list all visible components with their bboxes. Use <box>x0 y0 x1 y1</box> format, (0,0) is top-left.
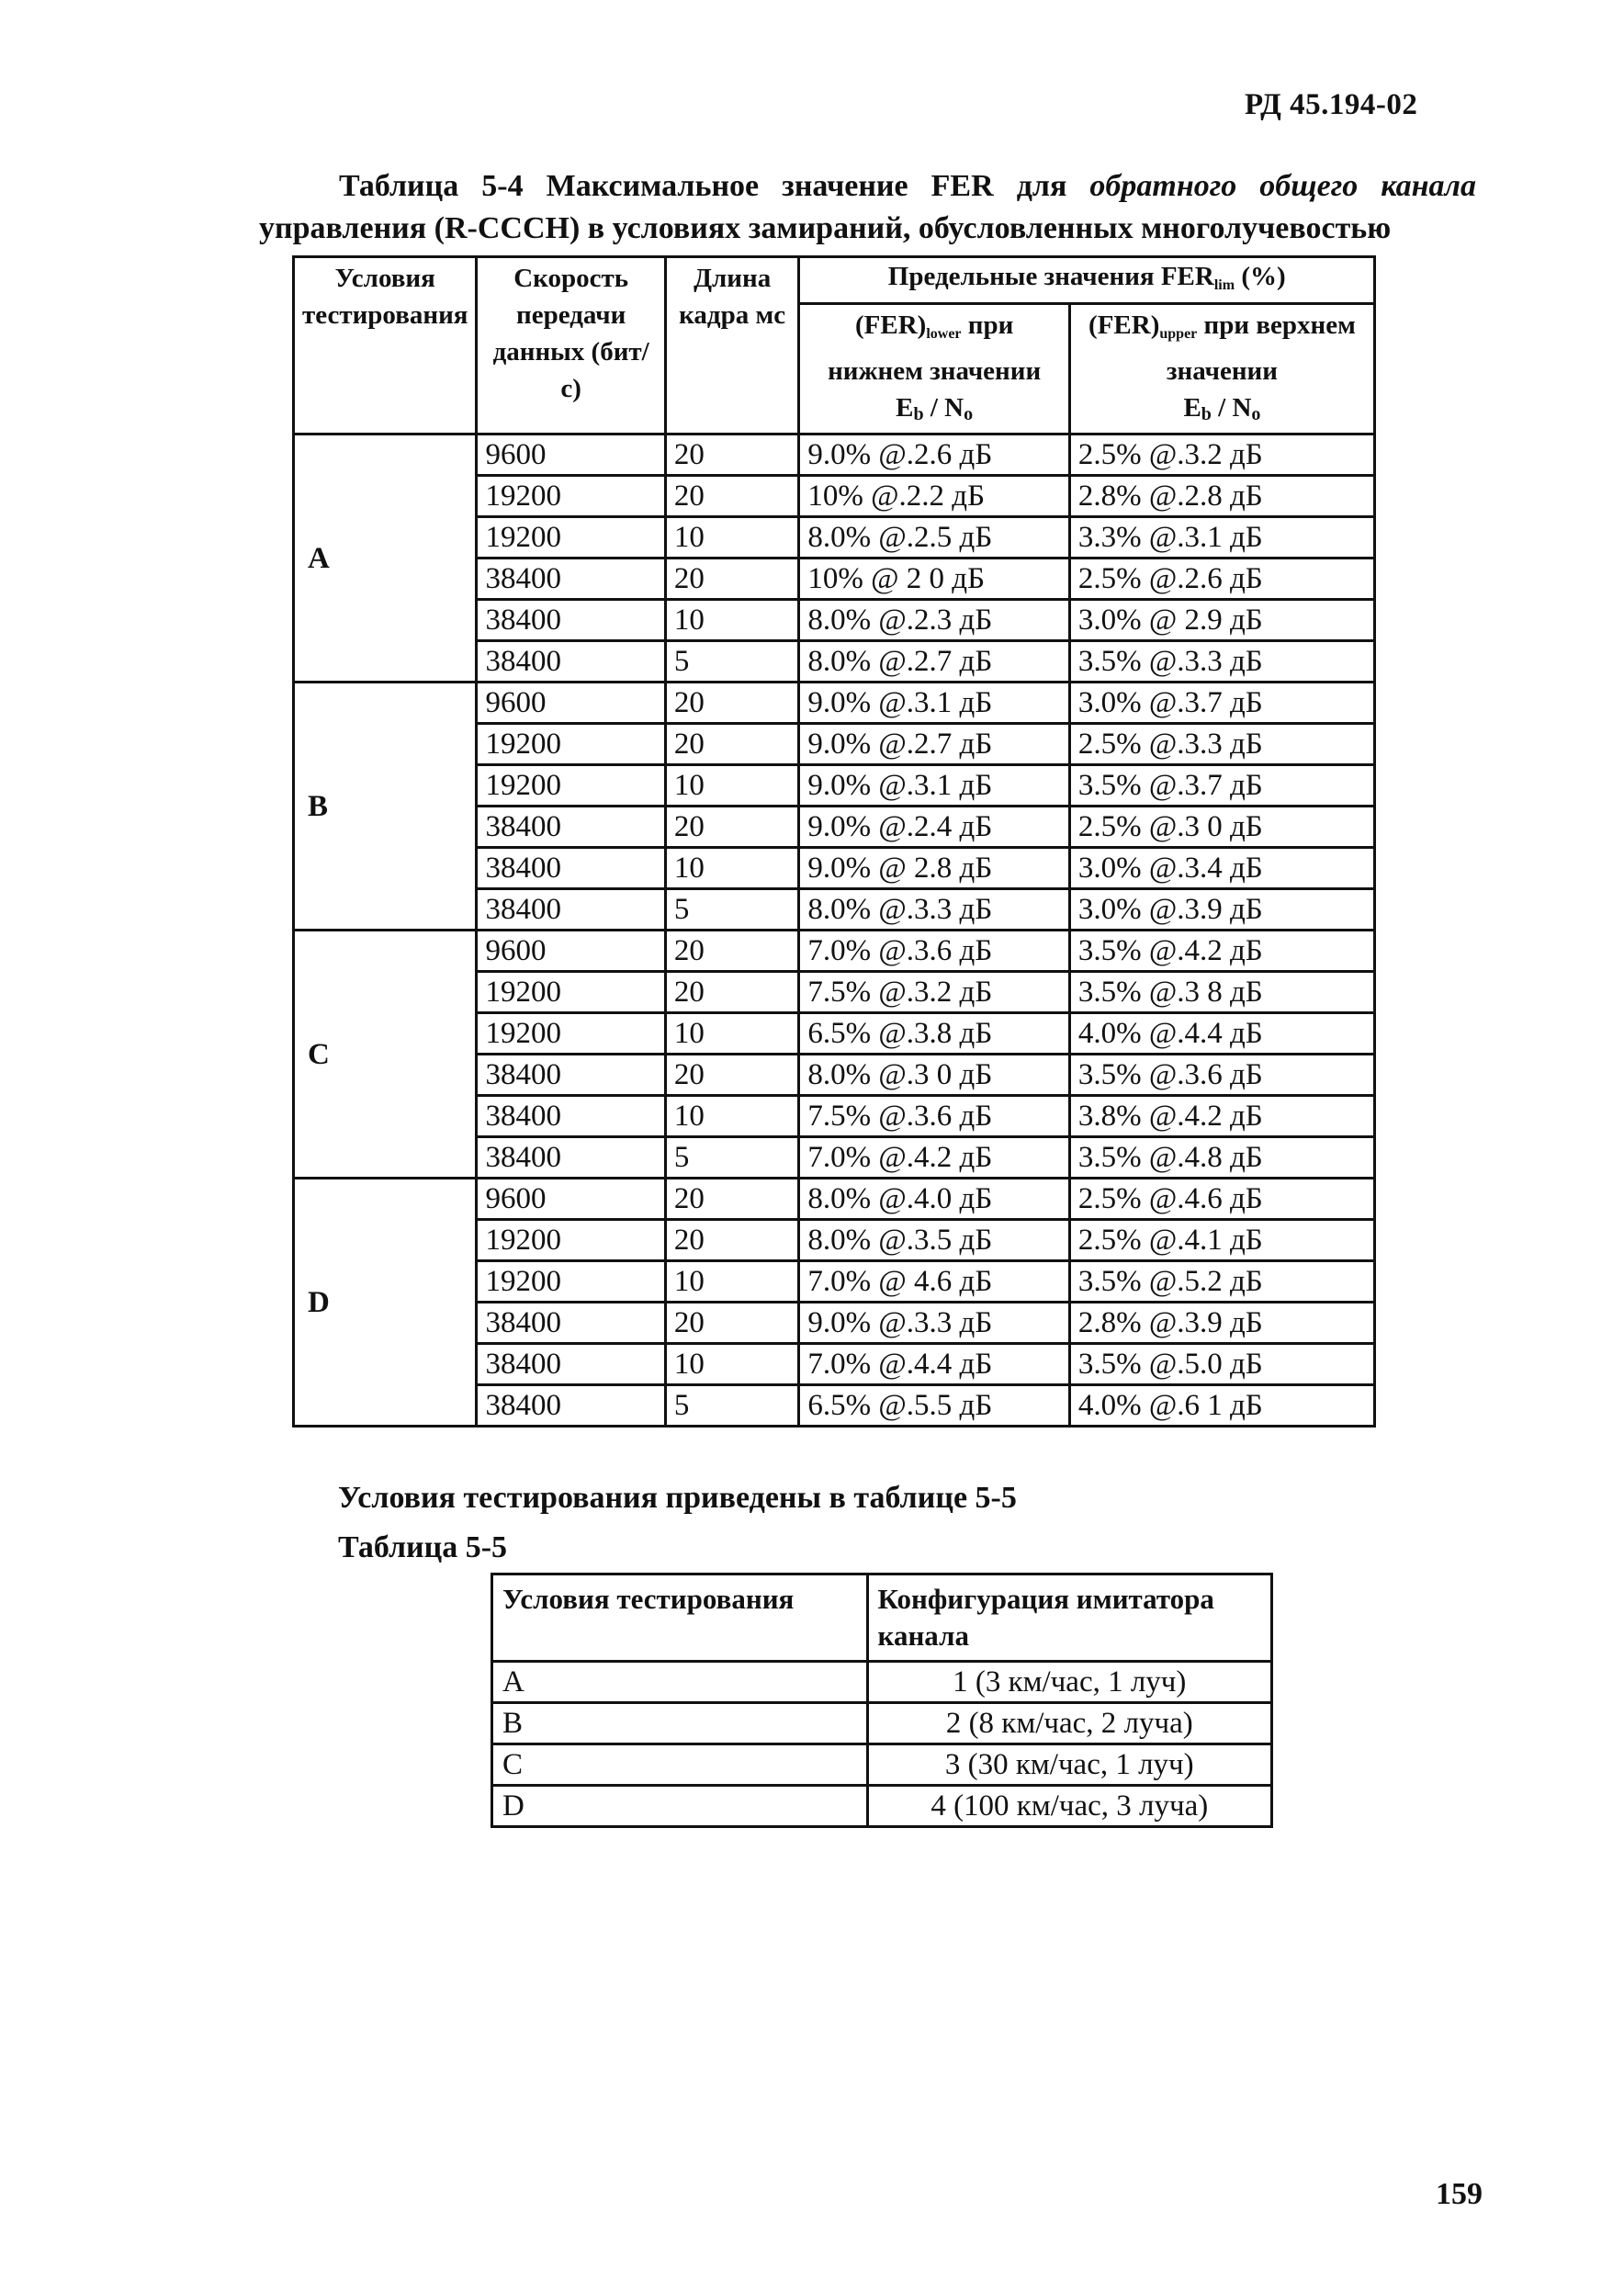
header-channel-config: Конфигурация имитатора канала <box>867 1574 1271 1662</box>
table-row <box>492 1703 1272 1744</box>
header-test-conditions: Условия тестирования <box>294 257 477 434</box>
fer-upper-cell: 3.5% @.3.6 дБ <box>1069 1055 1374 1096</box>
config-cell: 1 (3 км/час, 1 луч) <box>867 1662 1271 1703</box>
config-cell: 3 (30 км/час, 1 луч) <box>867 1744 1271 1786</box>
frame-cell: 20 <box>665 559 799 600</box>
condition-cell: D <box>294 1179 477 1427</box>
fer-lower-cell: 8.0% @.3 0 дБ <box>799 1055 1069 1096</box>
rate-cell: 38400 <box>477 1137 665 1179</box>
fer-lower-cell: 9.0% @.3.1 дБ <box>799 765 1069 807</box>
fer-upper-cell: 3.0% @.3.4 дБ <box>1069 848 1374 889</box>
frame-cell: 20 <box>665 724 799 765</box>
frame-cell: 20 <box>665 1303 799 1344</box>
rate-cell: 9600 <box>477 1179 665 1220</box>
caption-italic-text: обратного общего канала <box>1089 169 1476 203</box>
fer-lower-cell: 7.0% @.3.6 дБ <box>799 931 1069 972</box>
fer-upper-cell: 2.8% @.2.8 дБ <box>1069 476 1374 517</box>
frame-cell: 10 <box>665 1344 799 1385</box>
table-row <box>294 683 1375 724</box>
table-5-4-caption <box>259 165 1476 250</box>
ebno-o: o <box>1251 404 1261 424</box>
fer-upper-cell: 3.8% @.4.2 дБ <box>1069 1096 1374 1137</box>
header-data-rate: Скорость передачи данных (бит/с) <box>477 257 665 434</box>
header-test-conditions: Условия тестирования <box>492 1574 868 1662</box>
fer-upper-cell: 2.5% @.4.1 дБ <box>1069 1220 1374 1261</box>
fer-lower-cell: 6.5% @.3.8 дБ <box>799 1013 1069 1055</box>
rate-cell: 9600 <box>477 434 665 476</box>
table-header-row <box>492 1574 1272 1662</box>
fer-lower-cell: 7.0% @ 4.6 дБ <box>799 1261 1069 1303</box>
ebno-b: b <box>913 404 924 424</box>
frame-cell: 20 <box>665 1055 799 1096</box>
fer-upper-cell: 2.8% @.3.9 дБ <box>1069 1303 1374 1344</box>
test-conditions-note: Условия тестирования приведены в таблице 5-5 <box>338 1481 1017 1515</box>
fer-lower-cell: 10% @.2.2 дБ <box>799 476 1069 517</box>
rate-cell: 38400 <box>477 559 665 600</box>
header-fer-lower <box>799 304 1069 434</box>
rate-cell: 19200 <box>477 972 665 1013</box>
channel-config-table <box>491 1573 1273 1828</box>
frame-cell: 10 <box>665 517 799 559</box>
ebno-e: E <box>1183 393 1201 423</box>
rate-cell: 38400 <box>477 1055 665 1096</box>
fer-lower-cell: 9.0% @.2.6 дБ <box>799 434 1069 476</box>
frame-cell: 5 <box>665 1385 799 1427</box>
fer-lower-cell: 8.0% @.4.0 дБ <box>799 1179 1069 1220</box>
rate-cell: 38400 <box>477 848 665 889</box>
fer-lower-cell: 8.0% @.2.3 дБ <box>799 600 1069 641</box>
rate-cell: 19200 <box>477 1220 665 1261</box>
rate-cell: 9600 <box>477 931 665 972</box>
fer-upper-cell: 3.3% @.3.1 дБ <box>1069 517 1374 559</box>
ebno-o: o <box>964 404 974 424</box>
fer-table-body <box>294 434 1375 1427</box>
table-row <box>294 931 1375 972</box>
table-row <box>492 1786 1272 1827</box>
frame-cell: 5 <box>665 889 799 931</box>
fer-lower-cell: 7.0% @.4.4 дБ <box>799 1344 1069 1385</box>
caption-line-2: управления (R-CCCH) в условиях замираний, обусловленных многолучевостью <box>259 211 1392 245</box>
fer-lower-cell: 9.0% @.3.3 дБ <box>799 1303 1069 1344</box>
fer-upper-cell: 2.5% @.2.6 дБ <box>1069 559 1374 600</box>
fer-lower-rest: при нижнем значении <box>828 310 1042 386</box>
header-fer-limits <box>799 257 1375 304</box>
config-table-body <box>492 1662 1272 1827</box>
fer-upper-cell: 2.5% @.4.6 дБ <box>1069 1179 1374 1220</box>
frame-cell: 10 <box>665 765 799 807</box>
rate-cell: 19200 <box>477 765 665 807</box>
frame-cell: 10 <box>665 848 799 889</box>
fer-lower-cell: 8.0% @.3.3 дБ <box>799 889 1069 931</box>
fer-upper-cell: 3.0% @.3.7 дБ <box>1069 683 1374 724</box>
header-frame-length: Длина кадра мс <box>665 257 799 434</box>
rate-cell: 19200 <box>477 476 665 517</box>
document-code: РД 45.194-02 <box>1245 88 1418 121</box>
condition-cell: A <box>492 1662 868 1703</box>
ebno-b: b <box>1201 404 1212 424</box>
config-cell: 2 (8 км/час, 2 луча) <box>867 1703 1271 1744</box>
config-cell: 4 (100 км/час, 3 луча) <box>867 1786 1271 1827</box>
fer-upper-cell: 4.0% @.4.4 дБ <box>1069 1013 1374 1055</box>
frame-cell: 20 <box>665 1220 799 1261</box>
condition-cell: C <box>492 1744 868 1786</box>
frame-cell: 5 <box>665 1137 799 1179</box>
frame-cell: 10 <box>665 600 799 641</box>
fer-lower-cell: 8.0% @.2.7 дБ <box>799 641 1069 683</box>
fer-lower-cell: 9.0% @.2.7 дБ <box>799 724 1069 765</box>
fer-upper-sub: upper <box>1159 326 1198 342</box>
fer-upper-cell: 3.0% @ 2.9 дБ <box>1069 600 1374 641</box>
rate-cell: 19200 <box>477 517 665 559</box>
rate-cell: 38400 <box>477 641 665 683</box>
caption-text: Таблица 5-4 Максимальное значение FER для <box>339 169 1090 203</box>
condition-cell: D <box>492 1786 868 1827</box>
fer-upper-cell: 2.5% @.3 0 дБ <box>1069 807 1374 848</box>
rate-cell: 9600 <box>477 683 665 724</box>
rate-cell: 38400 <box>477 1344 665 1385</box>
fer-lower-cell: 6.5% @.5.5 дБ <box>799 1385 1069 1427</box>
condition-cell: B <box>294 683 477 931</box>
header-fer-limits-label: Предельные значения FER <box>887 262 1214 291</box>
fer-upper-cell: 3.5% @.4.2 дБ <box>1069 931 1374 972</box>
ebno-upper <box>1183 393 1260 423</box>
table-row <box>294 434 1375 476</box>
fer-upper-cell: 3.5% @.4.8 дБ <box>1069 1137 1374 1179</box>
fer-upper-cell: 3.5% @.5.2 дБ <box>1069 1261 1374 1303</box>
frame-cell: 10 <box>665 1096 799 1137</box>
fer-upper-cell: 3.5% @.3.3 дБ <box>1069 641 1374 683</box>
fer-lower-main: (FER) <box>854 310 927 340</box>
fer-limits-table <box>292 255 1376 1428</box>
fer-upper-main: (FER) <box>1088 310 1160 340</box>
ebno-lower <box>896 393 973 423</box>
ebno-mid: / N <box>1211 393 1252 423</box>
ebno-mid: / N <box>923 393 964 423</box>
condition-cell: A <box>294 434 477 683</box>
rate-cell: 38400 <box>477 600 665 641</box>
fer-upper-cell: 3.5% @.3.7 дБ <box>1069 765 1374 807</box>
frame-cell: 20 <box>665 683 799 724</box>
frame-cell: 5 <box>665 641 799 683</box>
ebno-e: E <box>896 393 914 423</box>
fer-lower-sub: lower <box>926 326 962 342</box>
table-header-row <box>294 257 1375 304</box>
rate-cell: 38400 <box>477 1096 665 1137</box>
table-row <box>492 1662 1272 1703</box>
frame-cell: 20 <box>665 931 799 972</box>
rate-cell: 19200 <box>477 1013 665 1055</box>
rate-cell: 19200 <box>477 724 665 765</box>
fer-upper-cell: 2.5% @.3.2 дБ <box>1069 434 1374 476</box>
fer-upper-cell: 3.5% @.3 8 дБ <box>1069 972 1374 1013</box>
fer-lower-cell: 7.5% @.3.2 дБ <box>799 972 1069 1013</box>
frame-cell: 10 <box>665 1013 799 1055</box>
frame-cell: 20 <box>665 434 799 476</box>
table-row <box>492 1744 1272 1786</box>
rate-cell: 19200 <box>477 1261 665 1303</box>
fer-upper-rest: при верхнем значении <box>1166 310 1356 386</box>
fer-lower-cell: 7.0% @.4.2 дБ <box>799 1137 1069 1179</box>
frame-cell: 20 <box>665 972 799 1013</box>
rate-cell: 38400 <box>477 889 665 931</box>
table-row <box>294 1179 1375 1220</box>
frame-cell: 10 <box>665 1261 799 1303</box>
frame-cell: 20 <box>665 1179 799 1220</box>
fer-upper-cell: 4.0% @.6 1 дБ <box>1069 1385 1374 1427</box>
condition-cell: B <box>492 1703 868 1744</box>
frame-cell: 20 <box>665 807 799 848</box>
header-fer-limits-suffix: (%) <box>1235 262 1286 291</box>
table-5-5-title: Таблица 5-5 <box>338 1530 508 1564</box>
rate-cell: 38400 <box>477 807 665 848</box>
fer-upper-cell: 3.5% @.5.0 дБ <box>1069 1344 1374 1385</box>
fer-lower-cell: 9.0% @.3.1 дБ <box>799 683 1069 724</box>
rate-cell: 38400 <box>477 1385 665 1427</box>
condition-cell: C <box>294 931 477 1179</box>
header-fer-upper <box>1069 304 1374 434</box>
fer-lower-cell: 9.0% @ 2.8 дБ <box>799 848 1069 889</box>
fer-lower-cell: 10% @ 2 0 дБ <box>799 559 1069 600</box>
fer-upper-cell: 3.0% @.3.9 дБ <box>1069 889 1374 931</box>
fer-upper-cell: 2.5% @.3.3 дБ <box>1069 724 1374 765</box>
fer-lower-cell: 7.5% @.3.6 дБ <box>799 1096 1069 1137</box>
page-number: 159 <box>1436 2177 1483 2211</box>
fer-lower-cell: 8.0% @.3.5 дБ <box>799 1220 1069 1261</box>
header-fer-limits-sub: lim <box>1213 277 1235 293</box>
rate-cell: 38400 <box>477 1303 665 1344</box>
fer-lower-cell: 9.0% @.2.4 дБ <box>799 807 1069 848</box>
fer-lower-cell: 8.0% @.2.5 дБ <box>799 517 1069 559</box>
frame-cell: 20 <box>665 476 799 517</box>
